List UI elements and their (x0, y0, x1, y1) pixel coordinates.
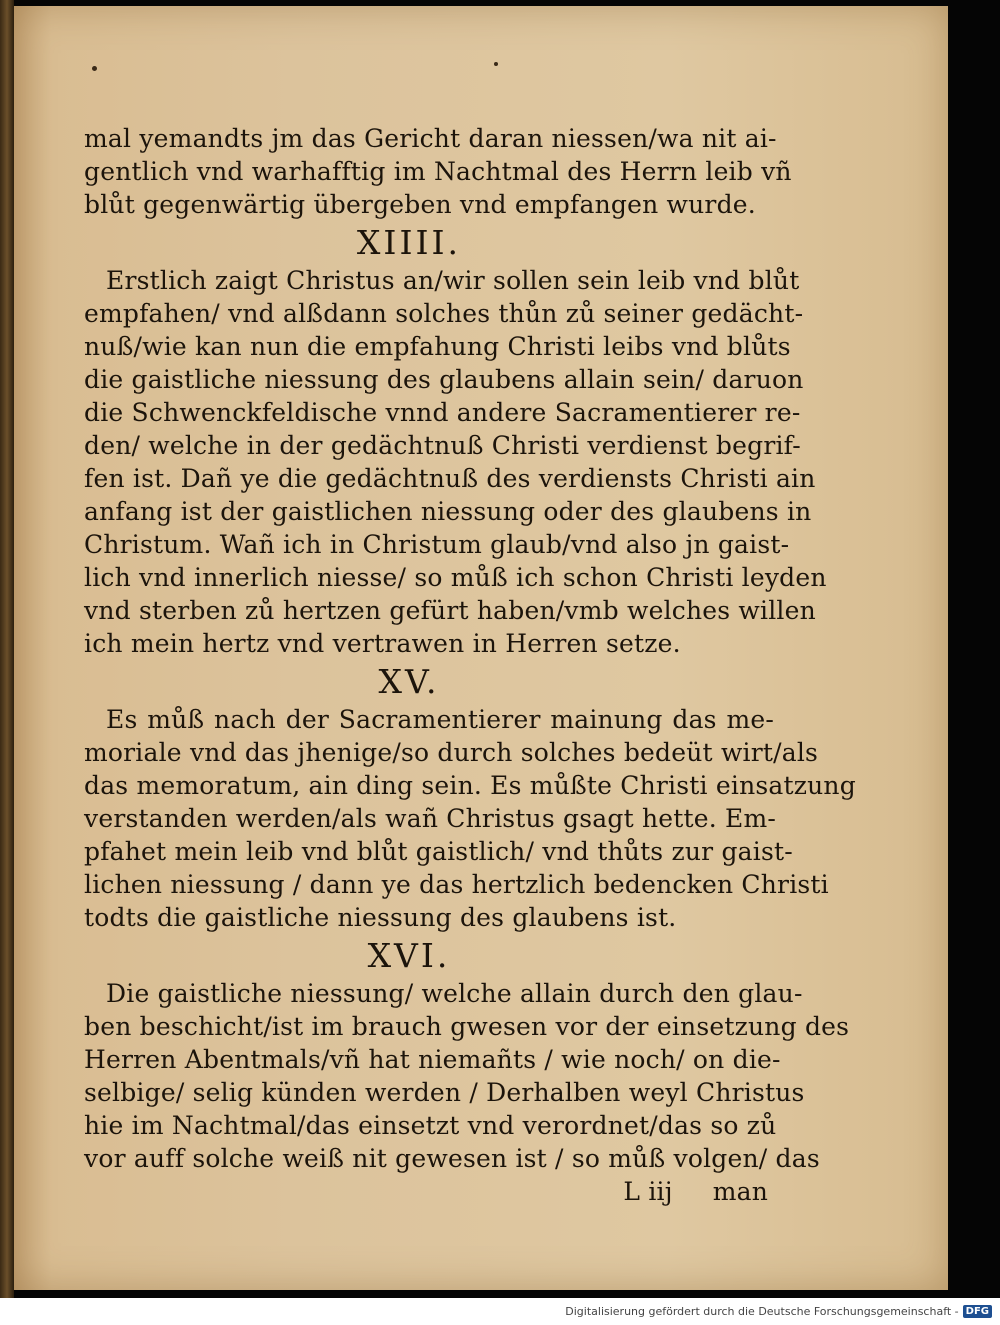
signature-mark: L iij (623, 1177, 673, 1206)
section-heading-xiiii: XIIII. (356, 223, 462, 262)
text-line: fen ist. Dañ ye die gedächtnuß des verdiensts Christi ain (84, 464, 816, 493)
text-line: das memoratum, ain ding sein. Es můßte Christi einsatzung (84, 771, 856, 800)
text-line: Erstlich zaigt Christus an/wir sollen sein leib vnd blůt (106, 266, 800, 295)
text-line: ich mein hertz vnd vertrawen in Herren setze. (84, 629, 681, 658)
document-page (14, 6, 948, 1290)
section-heading-xv: XV. (378, 662, 440, 701)
text-line: blůt gegenwärtig übergeben vnd empfangen wurde. (84, 190, 756, 219)
section-heading-xvi: XVI. (367, 936, 451, 975)
text-line: mal yemandts jm das Gericht daran niessen/wa nit ai- (84, 124, 777, 153)
text-line: pfahet mein leib vnd blůt gaistlich/ vnd thůts zur gaist- (84, 837, 793, 866)
text-line: vor auff solche weiß nit gewesen ist / so můß volgen/ das (84, 1144, 820, 1173)
text-line: den/ welche in der gedächtnuß Christi verdienst begrif- (84, 431, 801, 460)
text-line: empfahen/ vnd alßdann solches thůn zů seiner gedächt- (84, 299, 804, 328)
text-line: lich vnd innerlich niesse/ so můß ich schon Christi leyden (84, 563, 827, 592)
text-line: nuß/wie kan nun die empfahung Christi leibs vnd blůts (84, 332, 791, 361)
text-line: die gaistliche niessung des glaubens allain sein/ daruon (84, 365, 804, 394)
paragraph-1 (84, 122, 792, 221)
dfg-logo[interactable]: DFG (963, 1305, 992, 1318)
funding-credit: Digitalisierung gefördert durch die Deutsche Forschungsgemeinschaft - (565, 1305, 959, 1318)
text-line: hie im Nachtmal/das einsetzt vnd verordnet/das so zů (84, 1111, 777, 1140)
text-line: Es můß nach der Sacramentierer mainung das me- (106, 705, 774, 734)
paragraph-4 (84, 977, 850, 1175)
digitization-footer (0, 1298, 1000, 1325)
text-line: vnd sterben zů hertzen gefürt haben/vmb welches willen (84, 596, 816, 625)
text-line: todts die gaistliche niessung des glaubens ist. (84, 903, 677, 932)
ink-speck (494, 62, 498, 66)
binding-edge (0, 0, 14, 1298)
text-line: Herren Abentmals/vñ hat niemañts / wie noch/ on die- (84, 1045, 781, 1074)
page-footer-line (84, 1175, 774, 1208)
paragraph-3 (84, 703, 856, 934)
text-line: gentlich vnd warhafftig im Nachtmal des Herrn leib vñ (84, 157, 792, 186)
text-line: moriale vnd das jhenige/so durch solches bedeüt wirt/als (84, 738, 819, 767)
ink-speck (92, 66, 97, 71)
paragraph-2 (84, 264, 827, 660)
text-line: Die gaistliche niessung/ welche allain durch den glau- (106, 979, 803, 1008)
text-line: ben beschicht/ist im brauch gwesen vor der einsetzung des (84, 1012, 850, 1041)
text-line: verstanden werden/als wañ Christus gsagt hette. Em- (84, 804, 777, 833)
text-line: Christum. Wañ ich in Christum glaub/vnd also jn gaist- (84, 530, 790, 559)
text-line: die Schwenckfeldische vnnd andere Sacramentierer re- (84, 398, 801, 427)
text-line: selbige/ selig künden werden / Derhalben weyl Christus (84, 1078, 805, 1107)
page-text (84, 122, 856, 1208)
text-line: anfang ist der gaistlichen niessung oder des glaubens in (84, 497, 812, 526)
text-line: lichen niessung / dann ye das hertzlich bedencken Christi (84, 870, 829, 899)
catchword: man (712, 1177, 768, 1206)
